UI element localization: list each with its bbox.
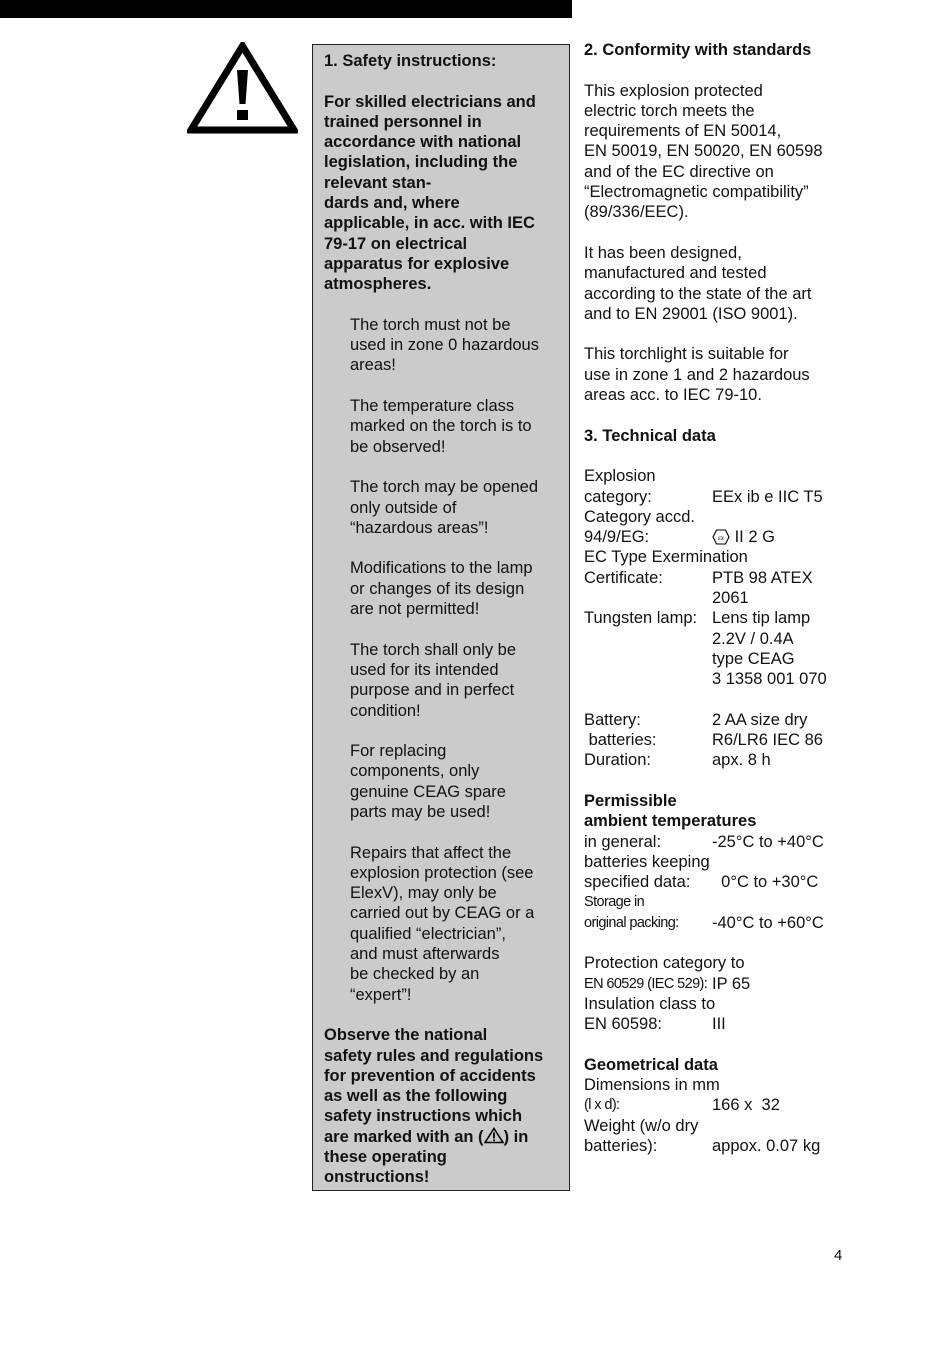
spec-value: IP 65: [712, 974, 751, 993]
safety-item-line: The temperature class: [350, 397, 515, 416]
spec-value: 0°C to +30°C: [712, 873, 819, 892]
safety-item-line: qualified “electrician”,: [350, 924, 506, 943]
safety-item-line: used in zone 0 hazardous: [350, 336, 539, 355]
conformity-paragraph: [584, 81, 864, 223]
safety-item: [324, 741, 563, 822]
safety-item-line: ElexV), may only be: [350, 884, 497, 903]
text-line: (89/336/EEC).: [584, 203, 689, 222]
spec-label: Explosion: [584, 467, 656, 486]
safety-item: [324, 477, 563, 538]
closing-line: safety instructions which: [324, 1107, 523, 1126]
spec-label: Battery:: [584, 710, 641, 729]
spec-value: appox. 0.07 kg: [712, 1137, 821, 1156]
spec-value-with-icon: [712, 527, 864, 547]
inline-warning-icon: [484, 1127, 504, 1144]
conformity-paragraph: [584, 243, 864, 324]
spec-value: 2 AA size dry: [712, 710, 808, 729]
safety-item-line: For replacing: [350, 742, 447, 761]
safety-item: [324, 396, 563, 457]
spec-value: II 2 G: [734, 528, 775, 547]
safety-item-line: components, only: [350, 762, 480, 781]
spec-label: Protection category to: [584, 954, 745, 973]
closing-line: for prevention of accidents: [324, 1066, 536, 1085]
spec-label: batteries keeping: [584, 852, 710, 871]
safety-item: [324, 843, 563, 1005]
spec-value: 3 1358 001 070: [712, 670, 827, 689]
spec-value: -25°C to +40°C: [712, 832, 824, 851]
safety-item-line: marked on the torch is to: [350, 417, 532, 436]
text-line: “Electromagnetic compatibility”: [584, 183, 809, 202]
safety-intro: [324, 92, 563, 295]
intro-line: apparatus for explosive: [324, 254, 510, 273]
safety-item-line: “hazardous areas”!: [350, 518, 489, 537]
text-line: This torchlight is suitable for: [584, 345, 789, 364]
safety-item-line: genuine CEAG spare: [350, 782, 506, 801]
intro-line: trained personnel in: [324, 112, 482, 131]
closing-line-with-icon: [324, 1127, 563, 1147]
spec-label: batteries):: [584, 1137, 658, 1156]
spec-label: Storage in: [584, 894, 645, 911]
spec-label: batteries:: [584, 731, 657, 750]
temp-heading: Permissible: [584, 791, 677, 810]
spec-battery: [584, 710, 864, 771]
conformity-paragraph: [584, 344, 864, 405]
closing-pre-icon: are marked with an (: [324, 1127, 484, 1146]
safety-item-line: carried out by CEAG or a: [350, 904, 535, 923]
intro-line: legislation, including the: [324, 153, 518, 172]
spec-label: in general:: [584, 832, 662, 851]
spec-value: III: [712, 1015, 726, 1034]
temp-heading: ambient temperatures: [584, 812, 757, 831]
spec-label: original packing:: [584, 914, 679, 931]
text-line: according to the state of the art: [584, 284, 812, 303]
spec-label: EN 60598:: [584, 1015, 662, 1034]
spec-value: Lens tip lamp: [712, 609, 811, 628]
right-column: [584, 40, 864, 1156]
spec-label: specified data:: [584, 873, 691, 892]
safety-item-line: condition!: [350, 701, 421, 720]
page-number: 4: [834, 1247, 843, 1264]
spec-value: EEx ib e IIC T5: [712, 487, 823, 506]
spec-label: Insulation class to: [584, 994, 716, 1013]
safety-item-line: are not permitted!: [350, 600, 480, 619]
spec-label: Dimensions in mm: [584, 1076, 720, 1095]
safety-item-line: explosion protection (see: [350, 863, 534, 882]
spec-label: Tungsten lamp:: [584, 609, 698, 628]
closing-line: Observe the national: [324, 1026, 488, 1045]
safety-item-line: be checked by an: [350, 965, 480, 984]
spec-label: category:: [584, 487, 652, 506]
text-line: and of the EC directive on: [584, 162, 774, 181]
intro-line: accordance with national: [324, 133, 522, 152]
safety-item: [324, 315, 563, 376]
spec-label: 94/9/EG:: [584, 528, 650, 547]
safety-item-line: “expert”!: [350, 985, 412, 1004]
safety-item-line: The torch shall only be: [350, 640, 517, 659]
spec-value: PTB 98 ATEX: [712, 568, 813, 587]
safety-item: [324, 640, 563, 721]
spec-label: Category accd.: [584, 507, 695, 526]
intro-line: 79-17 on electrical: [324, 234, 468, 253]
spec-value: type CEAG: [712, 649, 795, 668]
text-line: It has been designed,: [584, 243, 742, 262]
safety-item-line: The torch may be opened: [350, 478, 539, 497]
spec-label: EN 60529 (IEC 529):: [584, 975, 708, 992]
spec-value: 2061: [712, 589, 749, 608]
safety-item-line: only outside of: [350, 498, 457, 517]
warning-triangle-icon: [187, 42, 298, 134]
intro-line: applicable, in acc. with IEC: [324, 214, 535, 233]
safety-item-line: parts may be used!: [350, 802, 491, 821]
spec-protection: [584, 953, 864, 1034]
closing-post-icon: ) in: [503, 1127, 529, 1146]
spec-label: (l x d):: [584, 1097, 620, 1114]
intro-line: relevant stan-: [324, 173, 432, 192]
spec-value: 166 x 32: [712, 1096, 780, 1115]
spec-value: -40°C to +60°C: [712, 913, 824, 932]
intro-line: For skilled electricians and: [324, 92, 536, 111]
closing-line: safety rules and regulations: [324, 1046, 544, 1065]
svg-text:εx: εx: [717, 533, 725, 543]
spec-temperatures: [584, 791, 864, 933]
safety-item-line: purpose and in perfect: [350, 681, 515, 700]
intro-line: atmospheres.: [324, 275, 432, 294]
text-line: This explosion protected: [584, 81, 763, 100]
text-line: use in zone 1 and 2 hazardous: [584, 365, 810, 384]
conformity-heading: 2. Conformity with standards: [584, 41, 812, 59]
spec-geometry: [584, 1055, 864, 1156]
safety-instructions-box: [312, 44, 570, 1191]
text-line: manufactured and tested: [584, 264, 767, 283]
safety-item-line: be observed!: [350, 437, 446, 456]
closing-line: these operating: [324, 1148, 447, 1167]
safety-item-line: The torch must not be: [350, 315, 511, 334]
safety-item-line: Repairs that affect the: [350, 843, 512, 862]
safety-item-line: Modifications to the lamp: [350, 559, 533, 578]
intro-line: dards and, where: [324, 194, 460, 213]
safety-heading: 1. Safety instructions:: [324, 52, 497, 70]
spec-label: Weight (w/o dry: [584, 1116, 699, 1135]
safety-item-line: and must afterwards: [350, 945, 500, 964]
text-line: EN 50019, EN 50020, EN 60598: [584, 142, 823, 161]
text-line: electric torch meets the: [584, 101, 755, 120]
spec-label: Duration:: [584, 751, 651, 770]
safety-closing: [324, 1025, 563, 1187]
technical-heading: 3. Technical data: [584, 426, 716, 445]
closing-line: onstructions!: [324, 1168, 430, 1187]
spec-value: 2.2V / 0.4A: [712, 629, 794, 648]
spec-value: R6/LR6 IEC 86: [712, 731, 823, 750]
spec-label: EC Type Exermination: [584, 548, 748, 567]
header-bar: [0, 0, 572, 18]
text-line: requirements of EN 50014,: [584, 122, 782, 141]
spec-explosion: [584, 466, 864, 689]
ex-hexagon-icon: [712, 529, 730, 545]
geo-heading: Geometrical data: [584, 1055, 718, 1074]
safety-item-line: or changes of its design: [350, 579, 525, 598]
text-line: and to EN 29001 (ISO 9001).: [584, 304, 798, 323]
spec-value: apx. 8 h: [712, 751, 771, 770]
safety-item: [324, 558, 563, 619]
spec-label: Certificate:: [584, 568, 663, 587]
text-line: areas acc. to IEC 79-10.: [584, 386, 762, 405]
safety-item-line: used for its intended: [350, 660, 499, 679]
closing-line: as well as the following: [324, 1087, 508, 1106]
safety-item-line: areas!: [350, 356, 396, 375]
